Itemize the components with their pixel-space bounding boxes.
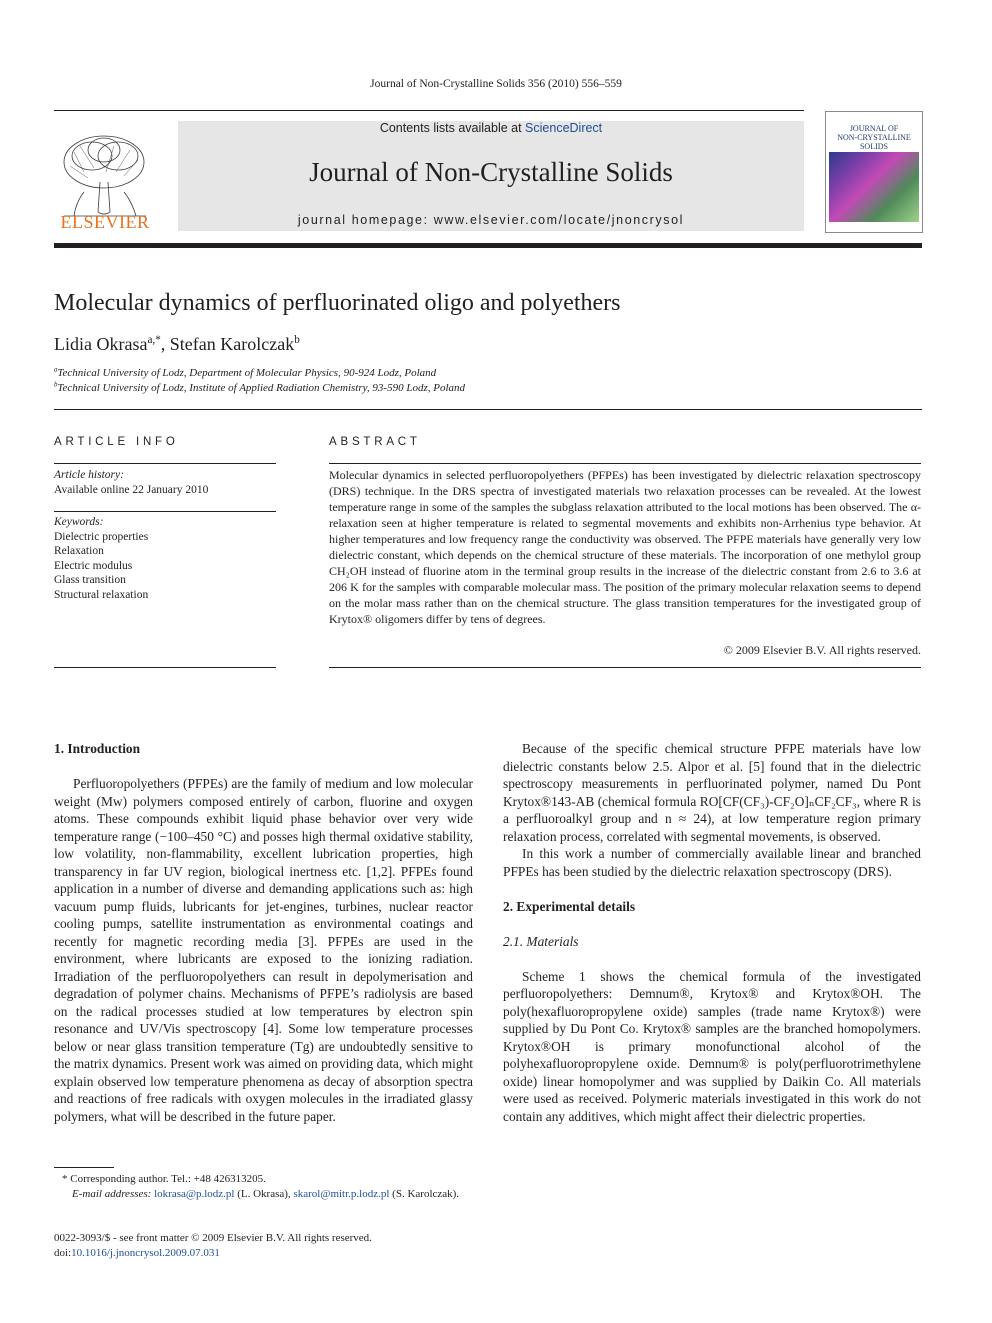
footnotes xyxy=(54,1172,473,1201)
article-title: Molecular dynamics of perfluorinated oligo and polyethers xyxy=(54,290,621,316)
contents-line xyxy=(178,121,804,135)
history-label: Article history: xyxy=(54,469,124,481)
article-info-heading: ARTICLE INFO xyxy=(54,436,179,448)
header-thick-rule xyxy=(54,243,922,248)
keyword: Electric modulus xyxy=(54,559,133,572)
keywords-label: Keywords: xyxy=(54,516,104,528)
author-affil-sup: a,* xyxy=(147,334,161,346)
affiliation: $^b$Technical University of Lodz, Institute of Applied Radiation Chemistry, 93-590 Lodz, Poland xyxy=(54,380,466,394)
article-info-rule xyxy=(54,511,276,512)
subsection-heading: 2.1. Materials xyxy=(503,933,579,949)
doi-line: doi:10.1016/j.jnoncrysol.2009.07.031 xyxy=(54,1246,220,1259)
cover-title-line1: JOURNAL OF xyxy=(849,124,899,133)
email-label: E-mail addresses: xyxy=(72,1187,152,1200)
paragraph: Because of the specific chemical structure PFPE materials have low dielectric constants below 2.5. Alpor et al. [5] found that in the dielectric spectroscopy measurements in perfluorinated polymer, named Du Pont Krytox®143-AB (chemical formula RO[CF(CF₃)-CF₂O]ₙCF₂CF₃, where R is a perfluoroalkyl group and n ≈ 24), at low temperature region primary relaxation process, correlated with segmental movements, is observed. xyxy=(503,741,921,844)
front-matter-note: 0022-3093/$ - see front matter © 2009 Elsevier B.V. All rights reserved. xyxy=(54,1232,372,1244)
abstract-text: Molecular dynamics in selected perfluoropolyethers (PFPEs) has been investigated by dielectric relaxation spectroscopy (DRS) technique. In the DRS spectra of investigated materials two relaxation processes can be revealed. At the lowest temperature range in some of the samples the subglass relaxation attributed to the local motions has been observed. The α-relaxation seen at higher temperature is related to segmental movements and exhibits non-Arrhenius type behavior. At higher temperatures and low frequency range the conductivity was observed. The PFPE materials have generally very low dielectric constant, which depends on the chemical structure of these materials. The incorporation of one methylol group CH₂OH instead of fluorine atom in the terminal group results in the increase of the dielectric constant from 2.6 to 3.6 at 206 K for the samples with comparable molecular mass. The position of the primary molecular relaxation seems to depend on the molar mass rather than on the chemical structure. The glass transition temperatures for the investigated group of Krytox® oligomers differ by tens of degrees. xyxy=(329,468,921,626)
cover-title-line2: NON-CRYSTALLINE SOLIDS xyxy=(837,133,911,151)
doi-link[interactable]: 10.1016/j.jnoncrysol.2009.07.031 xyxy=(71,1246,220,1259)
affiliation-rule xyxy=(54,409,922,410)
abstract-rule xyxy=(329,463,921,464)
issn-line xyxy=(54,1231,372,1260)
running-head: Journal of Non-Crystalline Solids 356 (2010) 556–559 xyxy=(370,78,622,90)
article-info-rule xyxy=(54,463,276,464)
affiliations xyxy=(54,366,465,395)
keyword: Glass transition xyxy=(54,574,126,586)
article-info-rule xyxy=(54,667,276,668)
email-link[interactable]: skarol@mitr.p.lodz.pl xyxy=(293,1187,390,1200)
email-link[interactable]: lokrasa@p.lodz.pl xyxy=(154,1187,235,1200)
footnote-rule xyxy=(54,1167,114,1168)
history-value: Available online 22 January 2010 xyxy=(54,484,209,496)
body-column-right xyxy=(503,740,921,1125)
journal-masthead xyxy=(178,121,804,231)
author-name[interactable]: Stefan Karolczak xyxy=(169,334,295,354)
author-affil-sup: b xyxy=(294,334,300,346)
keywords xyxy=(54,515,148,602)
abstract-copyright: © 2009 Elsevier B.V. All rights reserved. xyxy=(723,643,921,657)
elsevier-wordmark: ELSEVIER xyxy=(60,212,150,232)
affiliation: $^a$Technical University of Lodz, Department of Molecular Physics, 90-924 Lodz, Poland xyxy=(54,366,437,379)
author-name[interactable]: Lidia Okrasa xyxy=(54,334,148,354)
paragraph: In this work a number of commercially available linear and branched PFPEs has been studied by the dielectric relaxation spectroscopy (DRS). xyxy=(503,846,921,879)
section-heading: 2. Experimental details xyxy=(503,898,636,914)
abstract-rule xyxy=(329,667,921,668)
journal-homepage[interactable]: journal homepage: www.elsevier.com/locate/jnoncrysol xyxy=(297,213,685,227)
journal-cover xyxy=(825,111,923,233)
email-owner: (L. Okrasa), xyxy=(237,1187,291,1200)
email-owner: (S. Karolczak). xyxy=(392,1187,460,1200)
cover-artwork xyxy=(829,152,919,222)
journal-name: Journal of Non-Crystalline Solids xyxy=(309,157,673,187)
sciencedirect-link[interactable]: ScienceDirect xyxy=(525,121,603,135)
abstract-heading: ABSTRACT xyxy=(329,436,421,448)
corresponding-author-note: * Corresponding author. Tel.: +48 426313205. xyxy=(62,1173,266,1185)
contents-prefix: Contents lists available at xyxy=(379,121,526,135)
article-history xyxy=(54,468,208,498)
keyword: Relaxation xyxy=(54,545,104,557)
keyword: Structural relaxation xyxy=(54,588,149,601)
header-rule xyxy=(54,110,804,111)
section-heading: 1. Introduction xyxy=(54,741,141,756)
author-list: Lidia Okrasa$^{a,*}$, Stefan Karolczak$^b$ xyxy=(54,334,300,354)
paragraph: Scheme 1 shows the chemical formula of the investigated perfluoropolyethers: Demnum®, Krytox® and Krytox®OH. The poly(hexafluoropropylene oxide) samples (trade name Krytox®) were supplied by Du Pont Co. Krytox® samples are the branched homopolymers. Krytox®OH is primary monofunctional alcohol of the polyhexafluoropropylene oxide. Demnum® is poly(perfluorotrimethylene oxide) linear homopolymer and was supplied by Daikin Co. All materials were used as received. Polymeric materials investigated in this work do not contain any additives, which might affect their dielectric properties. xyxy=(503,968,921,1124)
keyword: Dielectric properties xyxy=(54,530,149,543)
body-column-left xyxy=(54,740,473,1125)
cover-title xyxy=(826,124,922,151)
email-note xyxy=(54,1187,473,1202)
paragraph: Perfluoropolyethers (PFPEs) are the family of medium and low molecular weight (Mw) polymers composed entirely of carbon, fluorine and oxygen atoms. These compounds exhibit liquid phase behavior over very wide temperature range (−100–450 °C) and posses high thermal oxidative stability, low volatility, non-flammability, excellent lubrication properties, high transparency in far UV region, biological inertness etc. [1,2]. PFPEs found application in a number of diverse and demanding applications such as: high vacuum pump fluids, lubricants for jet-engines, turbines, nuclear reactor cooling pumps, satellite instrumentation as environmental coatings and recently for magnetic recording media [3]. PFPEs are used in the environment, where lubricants are exposed to the ionizing radiation. Irradiation of the perfluoropolyethers can result in depolymerisation and degradation of polymer chains. Mechanisms of PFPE’s radiolysis are based on the radical processes studied at low temperatures by electron spin resonance and UV/Vis spectroscopy [4]. Some low temperature processes below or near glass transition temperature (Tg) are undoubtedly sensitive to the matrix dynamics. Present work was aimed on providing data, which might explain observed low temperature phenomena as decay of absorption spectra and reactions of free radicals with oxygen molecules in the irradiated glassy polymers, what will be described in the future paper. xyxy=(54,776,473,1124)
